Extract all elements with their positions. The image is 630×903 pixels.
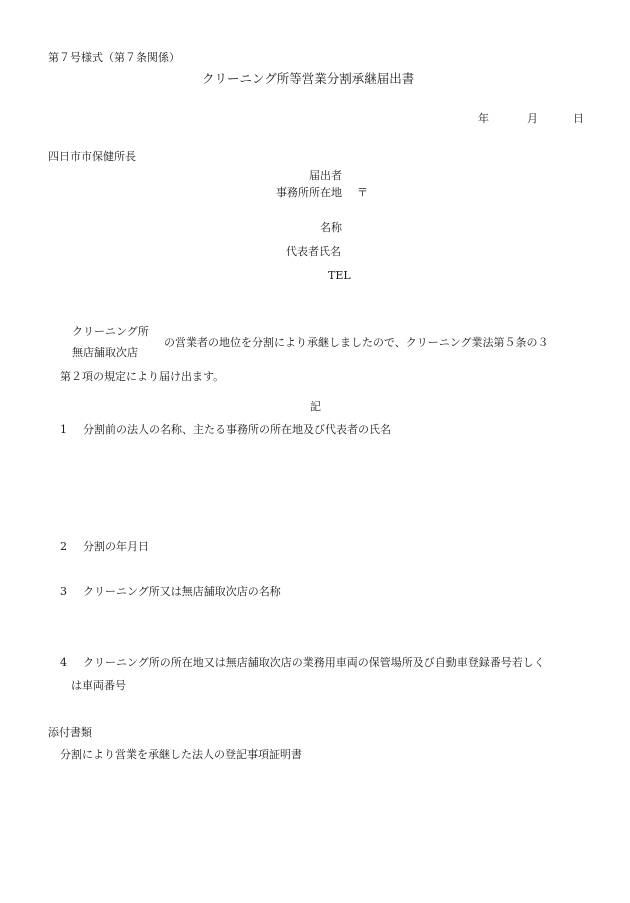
representative-name-label: 代表者氏名 — [286, 245, 341, 258]
item-4-text-continued: は車両番号 — [71, 679, 126, 692]
item-4-number: 4 — [60, 656, 67, 669]
applicant-label: 届出者 — [309, 169, 342, 182]
document-title: クリーニング所等営業分割承継届出書 — [202, 71, 415, 86]
date-month-label: 月 — [527, 112, 538, 125]
attachments-heading: 添付書類 — [48, 726, 92, 739]
item-3-number: 3 — [60, 585, 67, 598]
postal-mark: 〒 — [357, 186, 368, 199]
name-label: 名称 — [320, 221, 342, 234]
attachments-item: 分割により営業を承継した法人の登記事項証明書 — [60, 748, 302, 761]
addressee: 四日市市保健所長 — [48, 150, 136, 163]
date-day-label: 日 — [573, 112, 584, 125]
ki-heading: 記 — [310, 400, 321, 413]
option-cleaning-shop: クリーニング所 — [72, 325, 149, 338]
item-1-number: 1 — [60, 423, 67, 436]
item-2-number: 2 — [60, 540, 67, 553]
form-number: 第７号様式（第７条関係） — [48, 51, 180, 64]
option-storeless-agency: 無店舗取次店 — [72, 346, 138, 359]
date-year-label: 年 — [478, 112, 489, 125]
item-4-text: クリーニング所の所在地又は無店舗取次店の業務用車両の保管場所及び自動車登録番号若しく — [83, 656, 545, 669]
item-1-text: 分割前の法人の名称、主たる事務所の所在地及び代表者の氏名 — [83, 423, 391, 436]
item-2-text: 分割の年月日 — [83, 540, 149, 553]
body-line-2: 第２項の規定により届け出ます。 — [60, 370, 225, 383]
body-line-1: の営業者の地位を分割により承継しましたので、クリーニング業法第５条の３ — [164, 336, 549, 349]
tel-label: TEL — [328, 269, 351, 282]
item-3-text: クリーニング所又は無店舗取次店の名称 — [83, 585, 281, 598]
office-address-label: 事務所所在地 — [276, 186, 342, 199]
